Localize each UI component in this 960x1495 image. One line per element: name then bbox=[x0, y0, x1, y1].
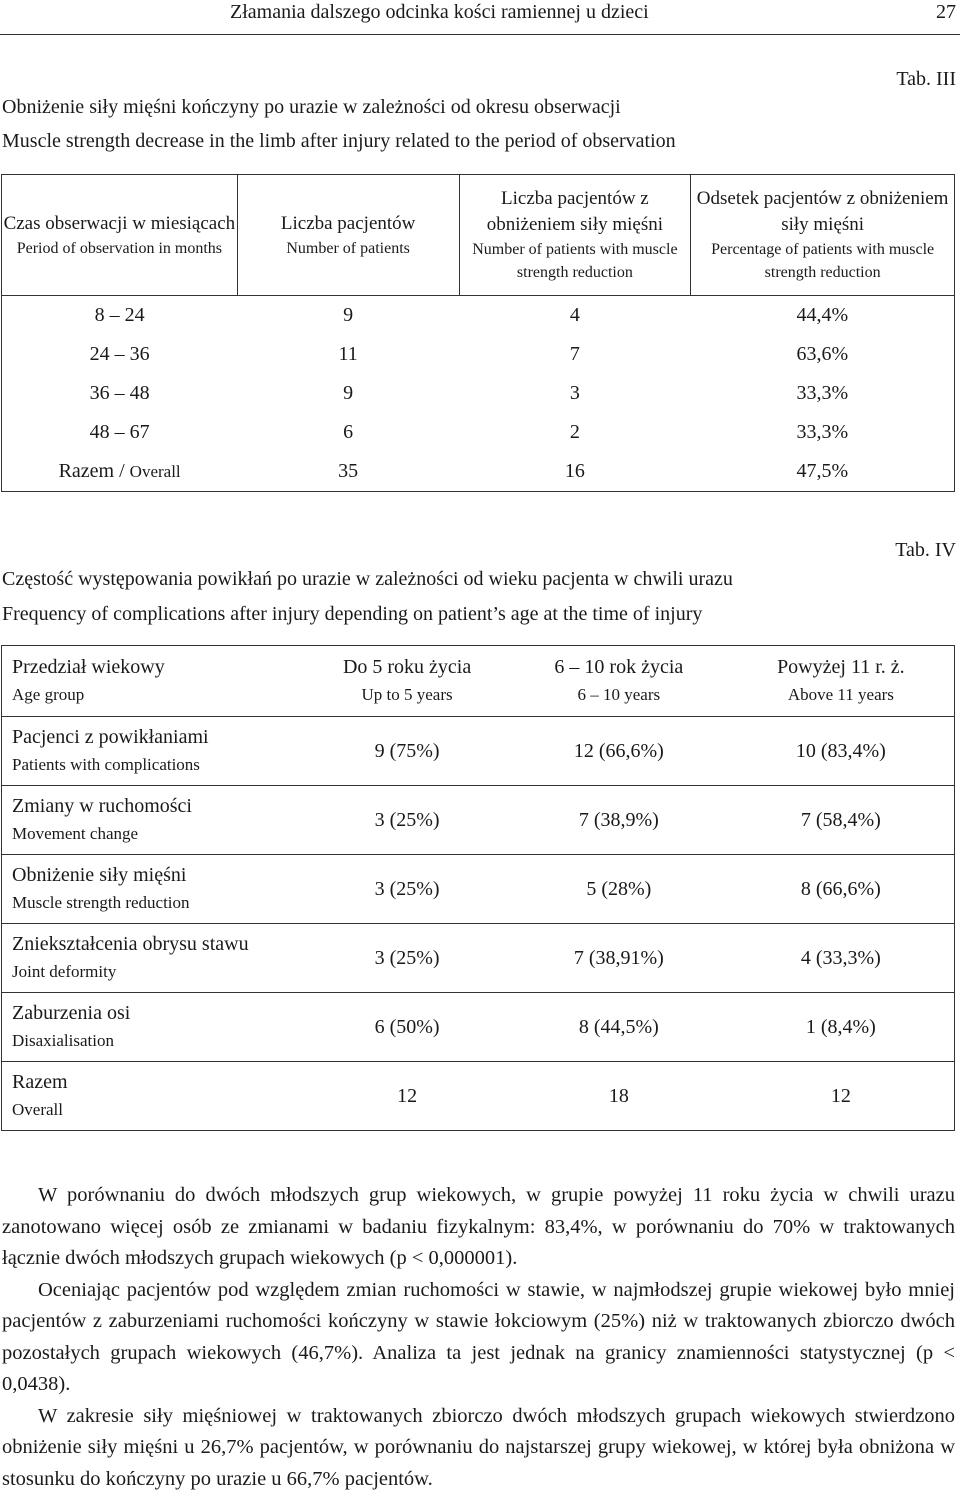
table-cell: 7 (38,9%) bbox=[510, 786, 728, 855]
table3-caption-pl: Obniżenie siły mięśni kończyny po urazie w zależności od okresu obserwacji bbox=[2, 94, 621, 120]
table-cell: 47,5% bbox=[691, 452, 955, 492]
table-cell: Razem / Overall bbox=[2, 452, 238, 492]
table-cell: 33,3% bbox=[691, 413, 955, 452]
table-row bbox=[2, 855, 955, 924]
table-cell: Razem Overall bbox=[2, 1062, 305, 1131]
table-cell: 36 – 48 bbox=[2, 374, 238, 413]
running-title: Złamania dalszego odcinka kości ramiennej u dzieci bbox=[230, 0, 649, 25]
table-cell: 12 bbox=[304, 1062, 510, 1131]
table3-header-cell: Liczba pacjentów Number of patients bbox=[237, 175, 459, 296]
table-cell: 16 bbox=[459, 452, 691, 492]
table-cell: 9 bbox=[237, 296, 459, 336]
table-cell: 4 (33,3%) bbox=[728, 924, 955, 993]
table3-header-cell: Liczba pacjentów z obniżeniem siły mięśni Number of patients with muscle strength reduction bbox=[459, 175, 691, 296]
table-cell: 6 (50%) bbox=[304, 993, 510, 1062]
table3-total-row bbox=[2, 452, 955, 492]
table-cell: 2 bbox=[459, 413, 691, 452]
table-cell: 11 bbox=[237, 335, 459, 374]
table-cell: Obniżenie siły mięśni Muscle strength reduction bbox=[2, 855, 305, 924]
table-row bbox=[2, 1062, 955, 1131]
table-row bbox=[2, 335, 955, 374]
table-row bbox=[2, 374, 955, 413]
table-cell: 24 – 36 bbox=[2, 335, 238, 374]
table3-header-row bbox=[2, 175, 955, 296]
table-cell: Zmiany w ruchomości Movement change bbox=[2, 786, 305, 855]
table-cell: 3 (25%) bbox=[304, 924, 510, 993]
running-header bbox=[0, 0, 960, 35]
table3 bbox=[1, 174, 955, 492]
table3-header-cell: Czas obserwacji w miesiącach Period of observation in months bbox=[2, 175, 238, 296]
table-cell: 1 (8,4%) bbox=[728, 993, 955, 1062]
table-cell: 9 (75%) bbox=[304, 717, 510, 786]
table4-header-cell: Przedział wiekowy Age group bbox=[2, 646, 305, 717]
table-cell: 63,6% bbox=[691, 335, 955, 374]
table-row bbox=[2, 924, 955, 993]
body-text bbox=[2, 1180, 955, 1495]
table3-label: Tab. III bbox=[896, 66, 956, 92]
table-cell: 7 (38,91%) bbox=[510, 924, 728, 993]
table-cell: 8 – 24 bbox=[2, 296, 238, 336]
table-cell: 48 – 67 bbox=[2, 413, 238, 452]
table3-caption-en: Muscle strength decrease in the limb after injury related to the period of observation bbox=[2, 128, 676, 154]
table4-label: Tab. IV bbox=[895, 537, 956, 563]
page-number: 27 bbox=[936, 0, 956, 25]
table-cell: 12 bbox=[728, 1062, 955, 1131]
table-cell: 3 bbox=[459, 374, 691, 413]
table-cell: Zniekształcenia obrysu stawu Joint deformity bbox=[2, 924, 305, 993]
table4-caption-pl: Częstość występowania powikłań po urazie w zależności od wieku pacjenta w chwili urazu bbox=[2, 566, 733, 592]
paragraph: W zakresie siły mięśniowej w traktowanych zbiorczo dwóch młodszych grupach wiekowych stwierdzono obniżenie siły mięśni u 26,7% pacjentów, w porównaniu do najstarszej grupy wiekowej, w której była obniżona w stosunku do kończyny po urazie u 66,7% pacjentów. bbox=[2, 1401, 955, 1495]
table-cell: 10 (83,4%) bbox=[728, 717, 955, 786]
table-cell: 4 bbox=[459, 296, 691, 336]
table-row bbox=[2, 786, 955, 855]
table-cell: 3 (25%) bbox=[304, 786, 510, 855]
table4-header-cell: Powyżej 11 r. ż. Above 11 years bbox=[728, 646, 955, 717]
table-row bbox=[2, 413, 955, 452]
table4 bbox=[1, 645, 955, 1131]
table4-header-row bbox=[2, 646, 955, 717]
table-cell: Zaburzenia osi Disaxialisation bbox=[2, 993, 305, 1062]
table-cell: Pacjenci z powikłaniami Patients with complications bbox=[2, 717, 305, 786]
table-cell: 8 (66,6%) bbox=[728, 855, 955, 924]
table3-header-cell: Odsetek pacjentów z obniżeniem siły mięśni Percentage of patients with muscle strength reduction bbox=[691, 175, 955, 296]
paragraph: Oceniając pacjentów pod względem zmian ruchomości w stawie, w najmłodszej grupie wiekowej było mniej pacjentów z zaburzeniami ruchomości kończyny w stawie łokciowym (25%) niż w traktowanych zbiorczo dwóch pozostałych grupach wiekowych (46,7%). Analiza ta jest jednak na granicy znamienności statystycznej (p < 0,0438). bbox=[2, 1275, 955, 1401]
table-cell: 7 (58,4%) bbox=[728, 786, 955, 855]
table-cell: 12 (66,6%) bbox=[510, 717, 728, 786]
table-cell: 5 (28%) bbox=[510, 855, 728, 924]
table-cell: 3 (25%) bbox=[304, 855, 510, 924]
table4-caption-en: Frequency of complications after injury depending on patient’s age at the time of injury bbox=[2, 601, 702, 627]
table-cell: 33,3% bbox=[691, 374, 955, 413]
table4-header-cell: 6 – 10 rok życia 6 – 10 years bbox=[510, 646, 728, 717]
table-row bbox=[2, 993, 955, 1062]
paragraph: W porównaniu do dwóch młodszych grup wiekowych, w grupie powyżej 11 roku życia w chwili urazu zanotowano więcej osób ze zmianami w badaniu fizykalnym: 83,4%, w porównaniu do 70% w traktowanych łącznie dwóch młodszych grupach wiekowych (p < 0,000001). bbox=[2, 1180, 955, 1275]
table-row bbox=[2, 296, 955, 336]
table-cell: 7 bbox=[459, 335, 691, 374]
table-row bbox=[2, 717, 955, 786]
table4-header-cell: Do 5 roku życia Up to 5 years bbox=[304, 646, 510, 717]
table-cell: 35 bbox=[237, 452, 459, 492]
table-cell: 18 bbox=[510, 1062, 728, 1131]
table-cell: 9 bbox=[237, 374, 459, 413]
table-cell: 6 bbox=[237, 413, 459, 452]
table-cell: 8 (44,5%) bbox=[510, 993, 728, 1062]
table-cell: 44,4% bbox=[691, 296, 955, 336]
